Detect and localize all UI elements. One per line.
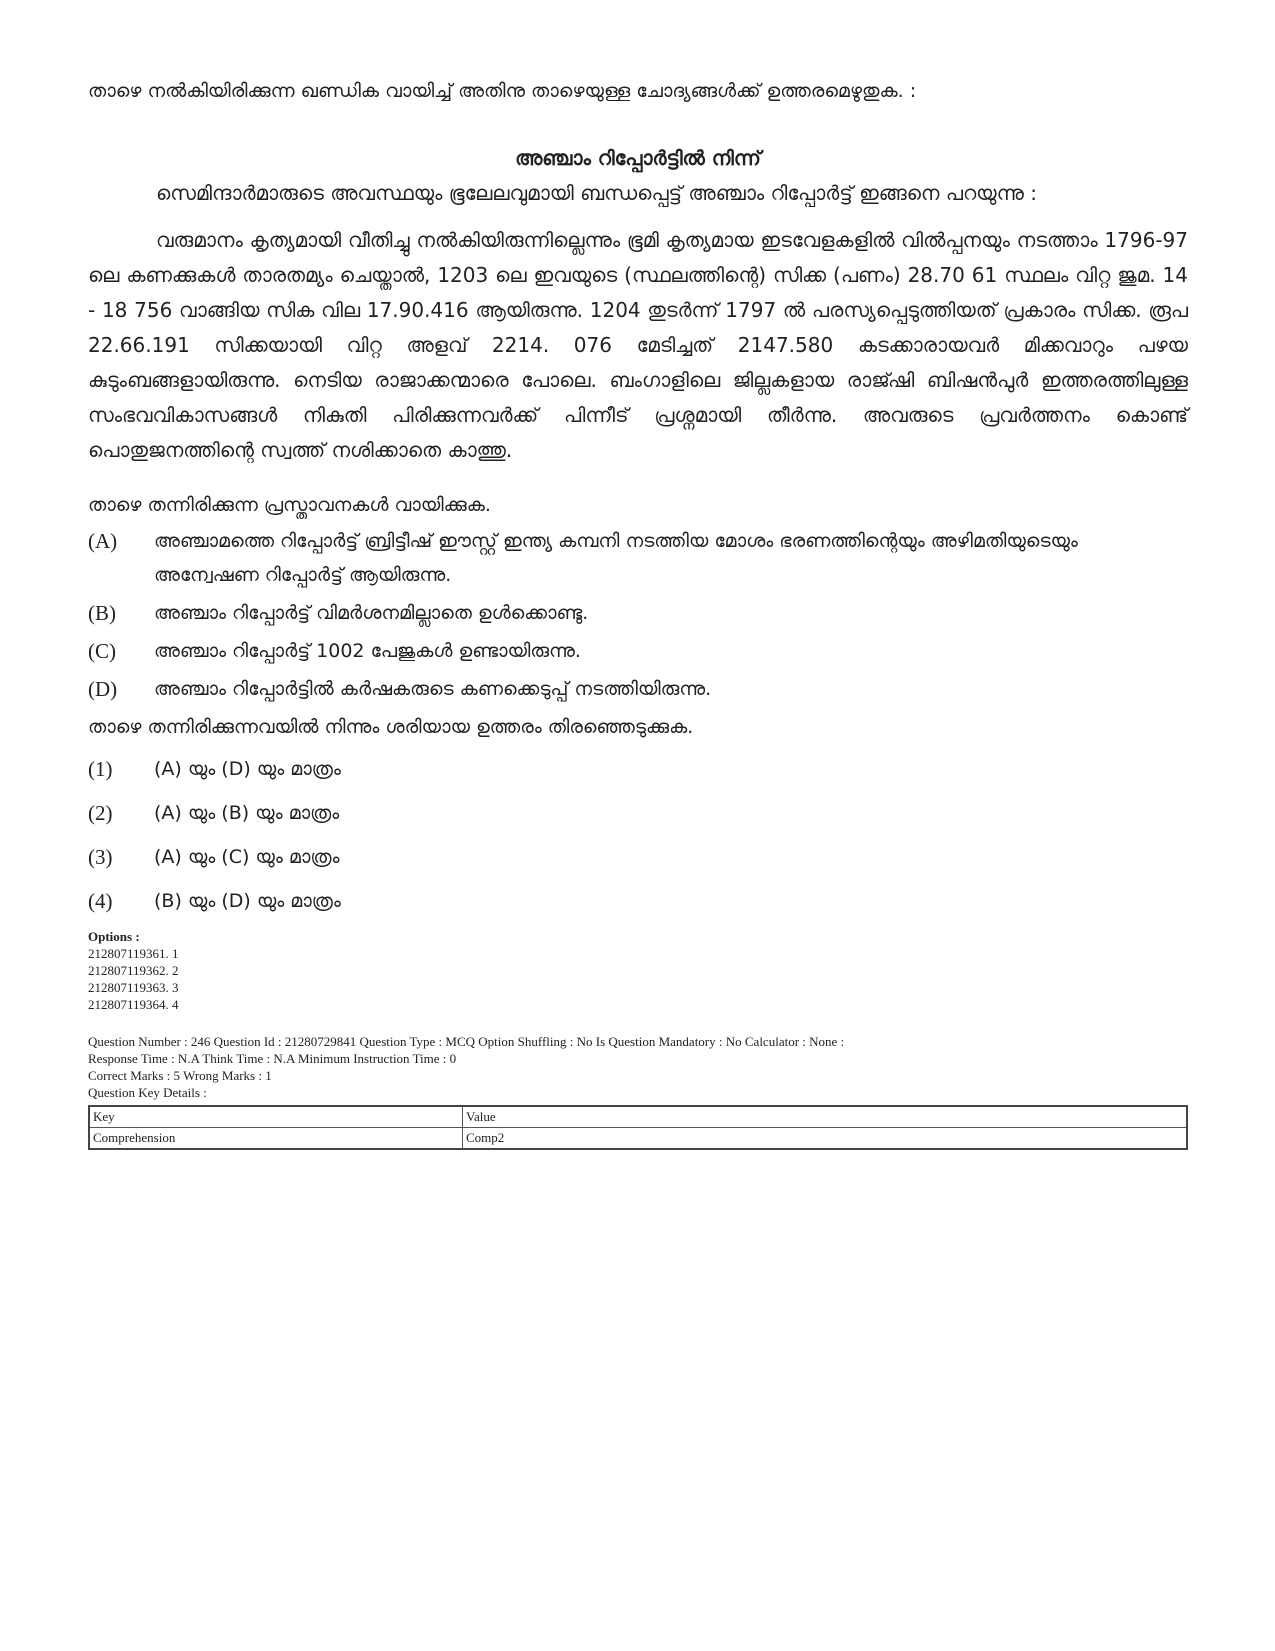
option-number: (3) <box>88 845 113 869</box>
choose-instruction: താഴെ തന്നിരിക്കുന്നവയിൽ നിന്നും ശരിയായ ഉത്തരം തിരഞ്ഞെടുക്കുക. <box>88 716 694 738</box>
option-text: (A) യും (C) യും മാത്രം <box>154 846 340 868</box>
statement-item <box>88 596 1188 630</box>
statement-label: (A) <box>88 529 118 553</box>
question-info-line: Response Time : N.A Think Time : N.A Minimum Instruction Time : 0 <box>88 1051 457 1066</box>
option-id: 212807119364. 4 <box>88 997 179 1012</box>
statement-label: (B) <box>88 601 116 625</box>
statement-item <box>88 634 1188 668</box>
table-cell: Comp2 <box>463 1128 1188 1150</box>
statements-intro: താഴെ തന്നിരിക്കുന്ന പ്രസ്താവനകൾ വായിക്കുക. <box>88 494 491 516</box>
passage-paragraph-1: സെമിന്ദാർമാരുടെ അവസ്ഥയും ഭൂലേലവുമായി ബന്ധപ്പെട്ട് അഞ്ചാം റിപ്പോർട്ട് ഇങ്ങനെ പറയുന്നു : <box>156 181 1037 205</box>
options-label: Options : <box>88 929 140 944</box>
table-header-cell: Key <box>89 1106 463 1128</box>
key-details-table <box>88 1105 1188 1150</box>
question-info-line: Question Number : 246 Question Id : 21280729841 Question Type : MCQ Option Shuffling : No Is Question Mandatory : No Calculator : None : <box>88 1034 845 1049</box>
question-info-block <box>88 1033 1188 1101</box>
answer-option <box>88 840 1188 874</box>
statement-text: അഞ്ചാം റിപ്പോർട്ട് വിമർശനമില്ലാതെ ഉൾക്കൊണ്ടു. <box>154 602 589 624</box>
statement-item <box>88 672 1188 706</box>
option-ids-block <box>88 928 1188 1013</box>
answer-option <box>88 752 1188 786</box>
table-row <box>89 1128 1187 1150</box>
question-page <box>88 62 1188 1150</box>
option-id: 212807119361. 1 <box>88 946 179 961</box>
table-cell: Comprehension <box>89 1128 463 1150</box>
passage-paragraph-2: വരുമാനം കൃത്യമായി വീതിച്ചു നൽകിയിരുന്നില്ലെന്നും ഭൂമി കൃത്യമായ ഇടവേളകളിൽ വിൽപ്പനയും നടത്താം 1796-97 ലെ കണക്കുകൾ താരതമ്യം ചെയ്താൽ, 1203 ലെ ഇവയുടെ (സ്ഥലത്തിന്റെ) സിക്ക (പണം) 28.70 61 സ്ഥലം വിറ്റ ജുമ. 14 - 18 756 വാങ്ങിയ സിക വില 17.90.416 ആയിരുന്നു. 1204 തുടർന്ന് 1797 ൽ പരസ്യപ്പെടുത്തിയത് പ്രകാരം സിക്ക. രൂപ 22.66.191 സിക്കയായി വിറ്റ അളവ് 2214. 076 മേടിച്ചത് 2147.580 കടക്കാരായവർ മിക്കവാറും പഴയ കുടുംബങ്ങളായിരുന്നു. നെടിയ രാജാക്കന്മാരെ പോലെ. ബംഗാളിലെ ജില്ലകളായ രാജ്ഷി ബിഷൻപുർ ഇത്തരത്തിലുള്ള സംഭവവികാസങ്ങൾ നികുതി പിരിക്കുന്നവർക്ക് പിന്നീട് പ്രശ്നമായി തീർന്നു. അവരുടെ പ്രവർത്തനം കൊണ്ട് പൊതുജനത്തിന്റെ സ്വത്ത് നശിക്കാതെ കാത്തു. <box>88 228 1188 462</box>
table-header-row <box>89 1106 1187 1128</box>
option-number: (1) <box>88 757 113 781</box>
statement-item <box>88 524 1188 592</box>
option-id: 212807119362. 2 <box>88 963 179 978</box>
marks-line: Correct Marks : 5 Wrong Marks : 1 <box>88 1068 272 1083</box>
statement-text: അഞ്ചാമത്തെ റിപ്പോർട്ട് ബ്രിട്ടീഷ് ഈസ്റ്റ് ഇന്ത്യ കമ്പനി നടത്തിയ മോശം ഭരണത്തിന്റെയും അഴിമതിയുടെയും അന്വേഷണ റിപ്പോർട്ട് ആയിരുന്നു. <box>154 530 1078 586</box>
instruction-text: താഴെ നൽകിയിരിക്കുന്ന ഖണ്ഡിക വായിച്ച് അതിനു താഴെയുള്ള ചോദ്യങ്ങൾക്ക് ഉത്തരമെഴുതുക. : <box>88 80 917 102</box>
option-text: (A) യും (B) യും മാത്രം <box>154 802 340 824</box>
option-id: 212807119363. 3 <box>88 980 179 995</box>
answer-option <box>88 884 1188 918</box>
statement-label: (D) <box>88 677 118 701</box>
statement-text: അഞ്ചാം റിപ്പോർട്ട് 1002 പേജുകൾ ഉണ്ടായിരുന്നു. <box>154 640 581 662</box>
statement-label: (C) <box>88 639 116 663</box>
passage-title: അഞ്ചാം റിപ്പോർട്ടിൽ നിന്ന് <box>515 146 761 170</box>
key-details-label: Question Key Details : <box>88 1085 207 1100</box>
option-text: (A) യും (D) യും മാത്രം <box>154 758 341 780</box>
option-text: (B) യും (D) യും മാത്രം <box>154 890 341 912</box>
option-number: (4) <box>88 889 113 913</box>
option-number: (2) <box>88 801 113 825</box>
statement-text: അഞ്ചാം റിപ്പോർട്ടിൽ കർഷകരുടെ കണക്കെടുപ്പ് നടത്തിയിരുന്നു. <box>154 678 712 700</box>
table-header-cell: Value <box>463 1106 1188 1128</box>
answer-option <box>88 796 1188 830</box>
